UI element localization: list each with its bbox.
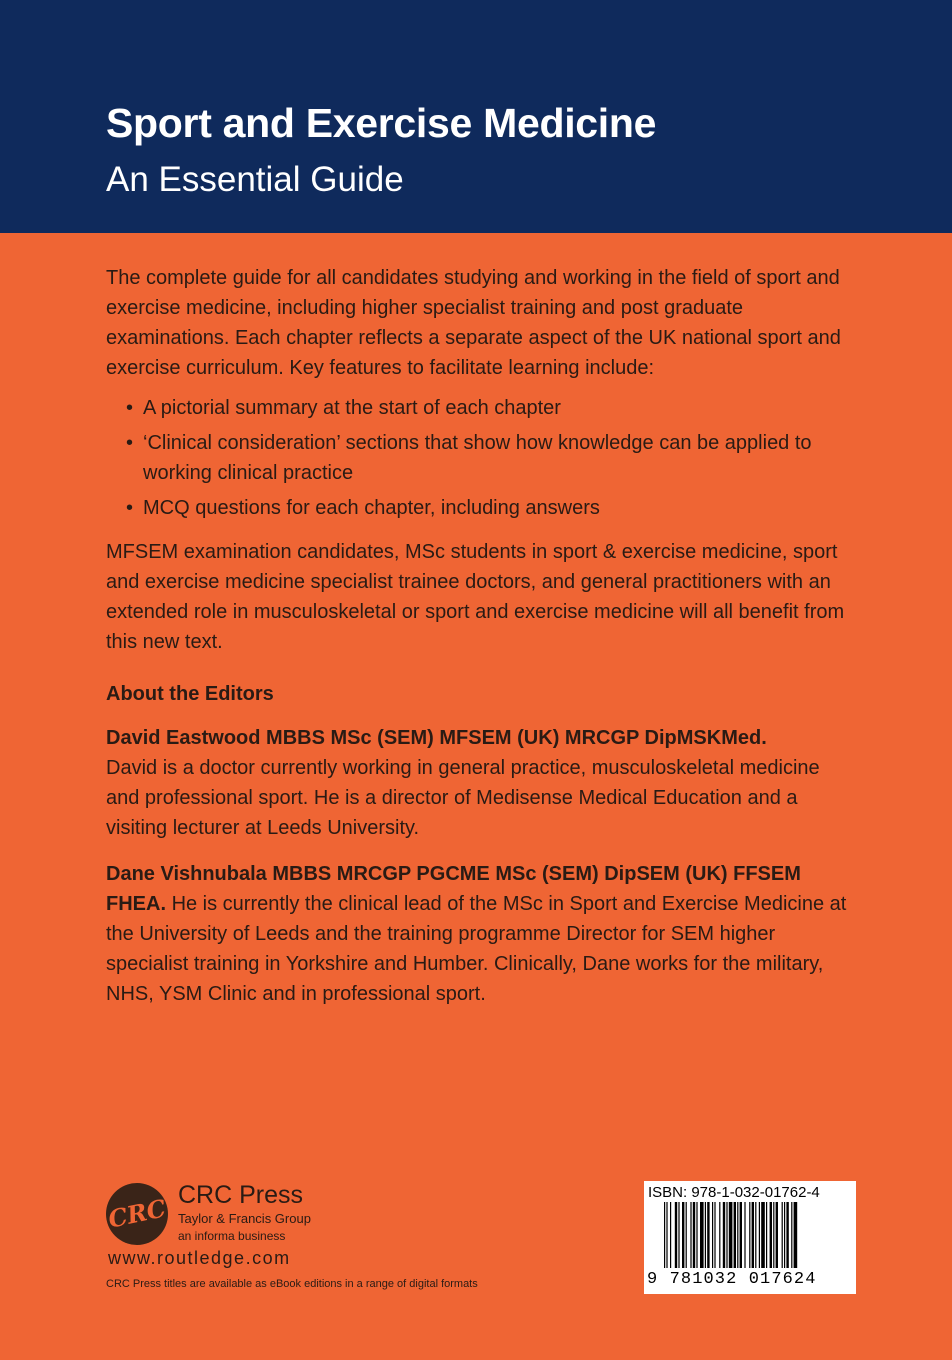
barcode-digits: 9 781032 017624 [647, 1270, 817, 1289]
book-title: Sport and Exercise Medicine [106, 100, 657, 146]
editor-bio [106, 723, 851, 843]
barcode-bar [773, 1202, 774, 1268]
barcode-bar [776, 1202, 778, 1268]
barcode-bar [723, 1202, 725, 1268]
back-cover-text [106, 263, 851, 1025]
bullet-icon: • [126, 397, 134, 419]
barcode-bar [719, 1202, 720, 1268]
bullet-icon: • [126, 432, 134, 454]
barcode-bar [782, 1202, 783, 1268]
crc-logo-icon: CRC [106, 1183, 168, 1245]
barcode-bar [752, 1202, 754, 1268]
barcode-bar [784, 1202, 785, 1268]
barcode-bar [670, 1202, 671, 1268]
barcode-bar [791, 1202, 792, 1268]
barcode-bar [794, 1202, 798, 1268]
isbn-barcode [644, 1181, 856, 1294]
editor-bio-text: He is currently the clinical lead of the MSc in Sport and Exercise Medicine at the University of Leeds and the training programme Director for SEM higher specialist training in Yorkshire and Humber. Clinically, Dane works for the military, NHS, YSM Clinic and in professional sport. [106, 893, 847, 1005]
feature-text: ‘Clinical consideration’ sections that show how knowledge can be applied to working clinical practice [143, 432, 812, 484]
header-band [0, 0, 952, 233]
about-editors-heading: About the Editors [106, 683, 274, 705]
barcode-bar [770, 1202, 772, 1268]
editor-name: David Eastwood MBBS MSc (SEM) MFSEM (UK) MRCGP DipMSKMed. [106, 727, 767, 749]
barcode-bar [734, 1202, 736, 1268]
feature-item [106, 393, 851, 423]
barcode-bar [737, 1202, 738, 1268]
editor-name: Dane Vishnubala MBBS MRCGP PGCME MSc (SEM) DipSEM (UK) FFSEM FHEA. [106, 863, 801, 915]
barcode-bar [700, 1202, 704, 1268]
barcode-bar [726, 1202, 727, 1268]
barcode-bar [759, 1202, 760, 1268]
barcode-bar [675, 1202, 677, 1268]
barcode-bar [664, 1202, 665, 1268]
publisher-informa: an informa business [178, 1229, 286, 1243]
ebook-note: CRC Press titles are available as eBook editions in a range of digital formats [106, 1278, 478, 1290]
barcode-bar [682, 1202, 684, 1268]
barcode-bar [714, 1202, 715, 1268]
isbn-label: ISBN: 978-1-032-01762-4 [648, 1184, 820, 1201]
barcode-bar [712, 1202, 713, 1268]
editor-bio-text: David is a doctor currently working in general practice, musculoskeletal medicine and professional sport. He is a director of Medisense Medical Education and a visiting lecturer at Leeds University. [106, 757, 820, 839]
bullet-icon: • [126, 497, 134, 519]
barcode-bar [693, 1202, 695, 1268]
barcode-bar [705, 1202, 706, 1268]
barcode-bar [766, 1202, 767, 1268]
barcode-bar [740, 1202, 742, 1268]
feature-text: A pictorial summary at the start of each chapter [143, 397, 561, 419]
barcode-bar [678, 1202, 679, 1268]
barcode-bar [729, 1202, 733, 1268]
barcode-bars [664, 1202, 850, 1274]
feature-item [106, 493, 851, 523]
barcode-bar [666, 1202, 667, 1268]
barcode-bar [786, 1202, 788, 1268]
book-subtitle: An Essential Guide [106, 160, 404, 199]
publisher-name: CRC Press [178, 1181, 304, 1209]
barcode-bar [686, 1202, 687, 1268]
barcode-bar [696, 1202, 697, 1268]
editor-bio [106, 859, 851, 1009]
publisher-url[interactable]: www.routledge.com [108, 1248, 291, 1268]
publisher-group: Taylor & Francis Group [178, 1211, 311, 1226]
barcode-bar [749, 1202, 750, 1268]
feature-item [106, 428, 851, 488]
audience-paragraph: MFSEM examination candidates, MSc students in sport & exercise medicine, sport and exercise medicine specialist trainee doctors, and general practitioners with an extended role in musculoskeletal or sport and exercise medicine will all benefit from this new text. [106, 541, 845, 653]
barcode-bar [744, 1202, 745, 1268]
intro-paragraph: The complete guide for all candidates studying and working in the field of sport and exercise medicine, including higher specialist training and post graduate examinations. Each chapter reflects a separate aspect of the UK national sport and exercise curriculum. Key features to facilitate learning include: [106, 267, 841, 379]
barcode-bar [761, 1202, 765, 1268]
feature-text: MCQ questions for each chapter, including answers [143, 497, 600, 519]
barcode-bar [690, 1202, 691, 1268]
feature-list [106, 393, 851, 523]
barcode-bar [755, 1202, 756, 1268]
barcode-bar [707, 1202, 709, 1268]
